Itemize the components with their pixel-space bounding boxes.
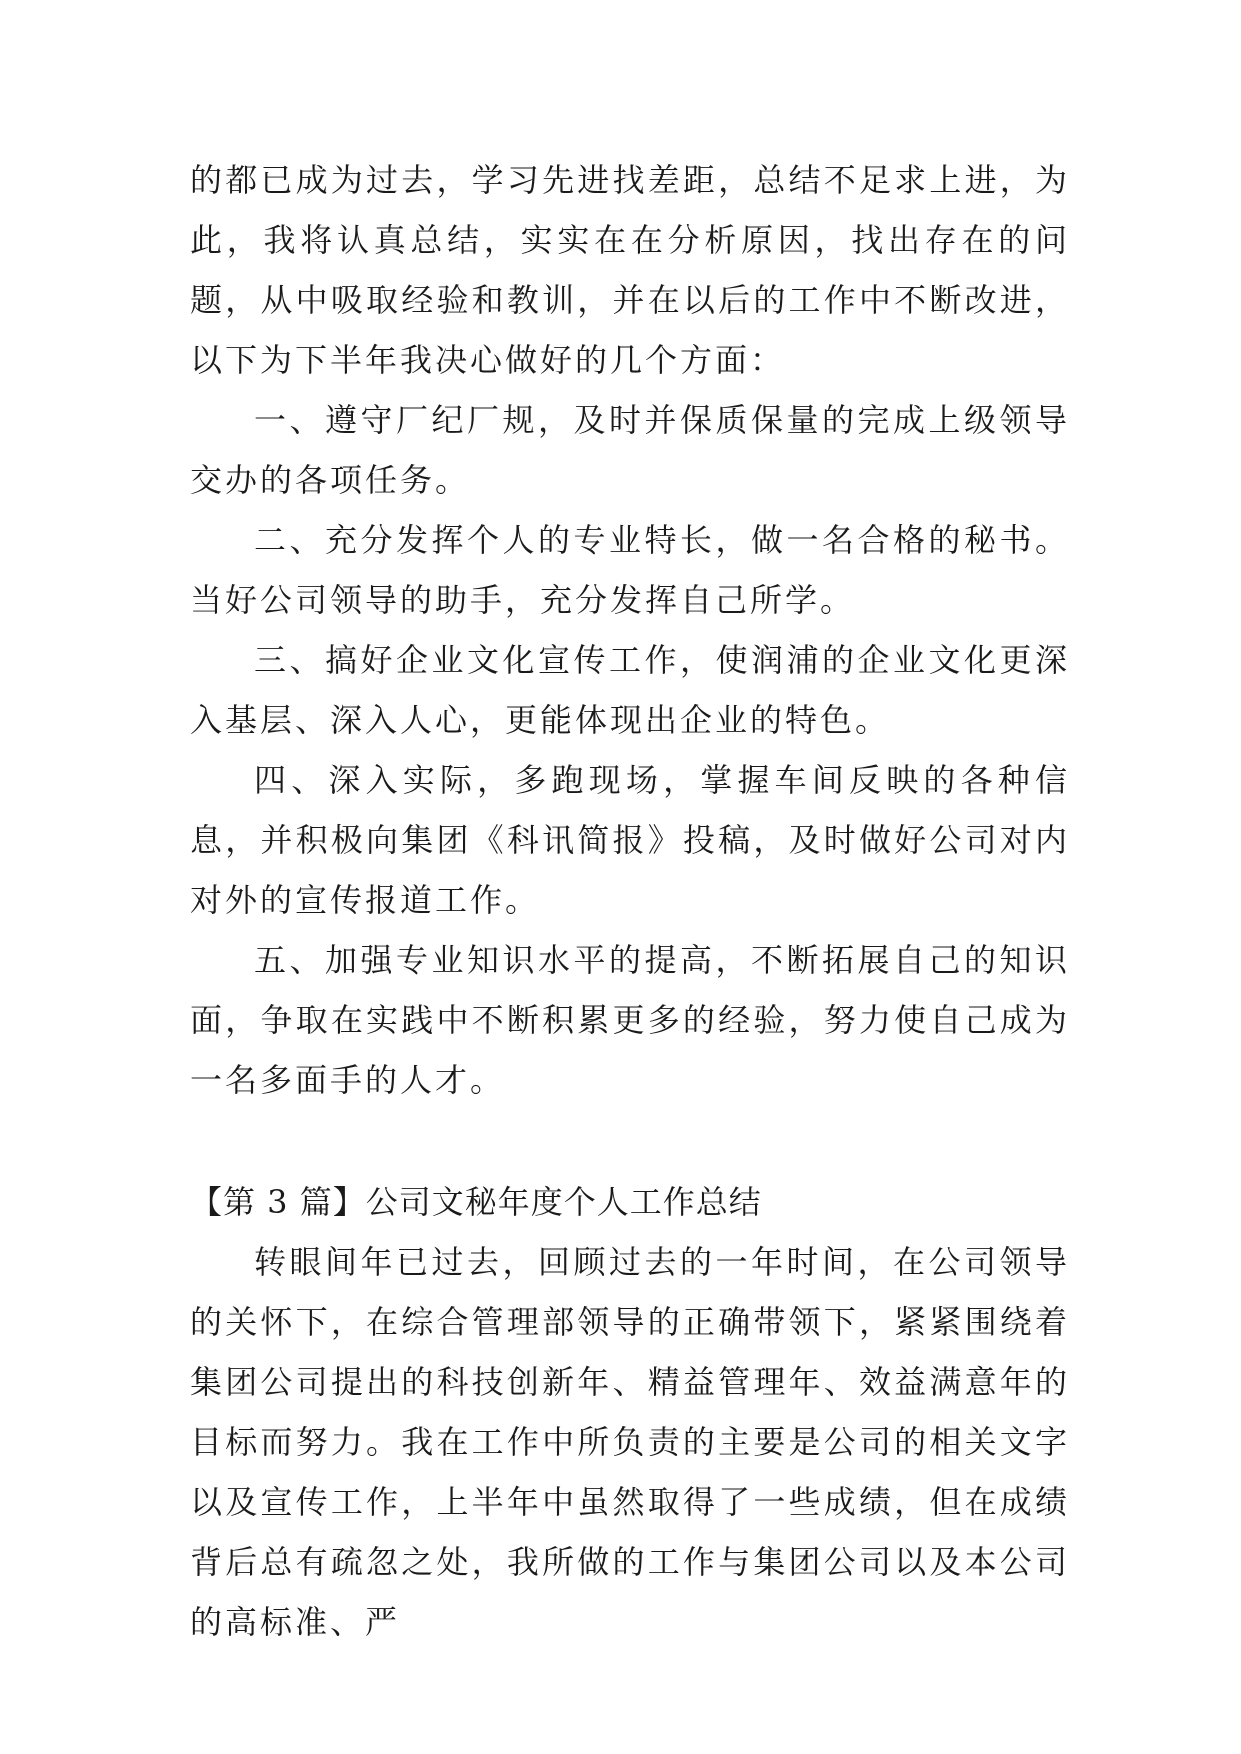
section-gap <box>190 1110 1070 1172</box>
paragraph-item-5: 五、加强专业知识水平的提高，不断拓展自己的知识面，争取在实践中不断积累更多的经验，努力使自己成为一名多面手的人才。 <box>190 941 1070 1099</box>
document-page <box>190 150 1070 1652</box>
paragraph-item-3: 三、搞好企业文化宣传工作，使润浦的企业文化更深入基层、深入人心，更能体现出企业的特色。 <box>190 641 1070 739</box>
paragraph-intro: 的都已成为过去，学习先进找差距，总结不足求上进，为此，我将认真总结，实实在在分析原因，找出存在的问题，从中吸取经验和教训，并在以后的工作中不断改进，以下为下半年我决心做好的几个方面： <box>190 161 1070 379</box>
paragraph-item-4: 四、深入实际，多跑现场，掌握车间反映的各种信息，并积极向集团《科讯简报》投稿，及时做好公司对内对外的宣传报道工作。 <box>190 761 1070 919</box>
paragraph-section-body: 转眼间年已过去，回顾过去的一年时间，在公司领导的关怀下，在综合管理部领导的正确带领下，紧紧围绕着集团公司提出的科技创新年、精益管理年、效益满意年的目标而努力。我在工作中所负责的主要是公司的相关文字以及宣传工作，上半年中虽然取得了一些成绩，但在成绩背后总有疏忽之处，我所做的工作与集团公司以及本公司的高标准、严 <box>190 1243 1070 1641</box>
paragraph-item-2: 二、充分发挥个人的专业特长，做一名合格的秘书。当好公司领导的助手，充分发挥自己所学。 <box>190 521 1070 619</box>
section-heading: 【第 3 篇】公司文秘年度个人工作总结 <box>190 1183 762 1221</box>
paragraph-item-1: 一、遵守厂纪厂规，及时并保质保量的完成上级领导交办的各项任务。 <box>190 401 1070 499</box>
